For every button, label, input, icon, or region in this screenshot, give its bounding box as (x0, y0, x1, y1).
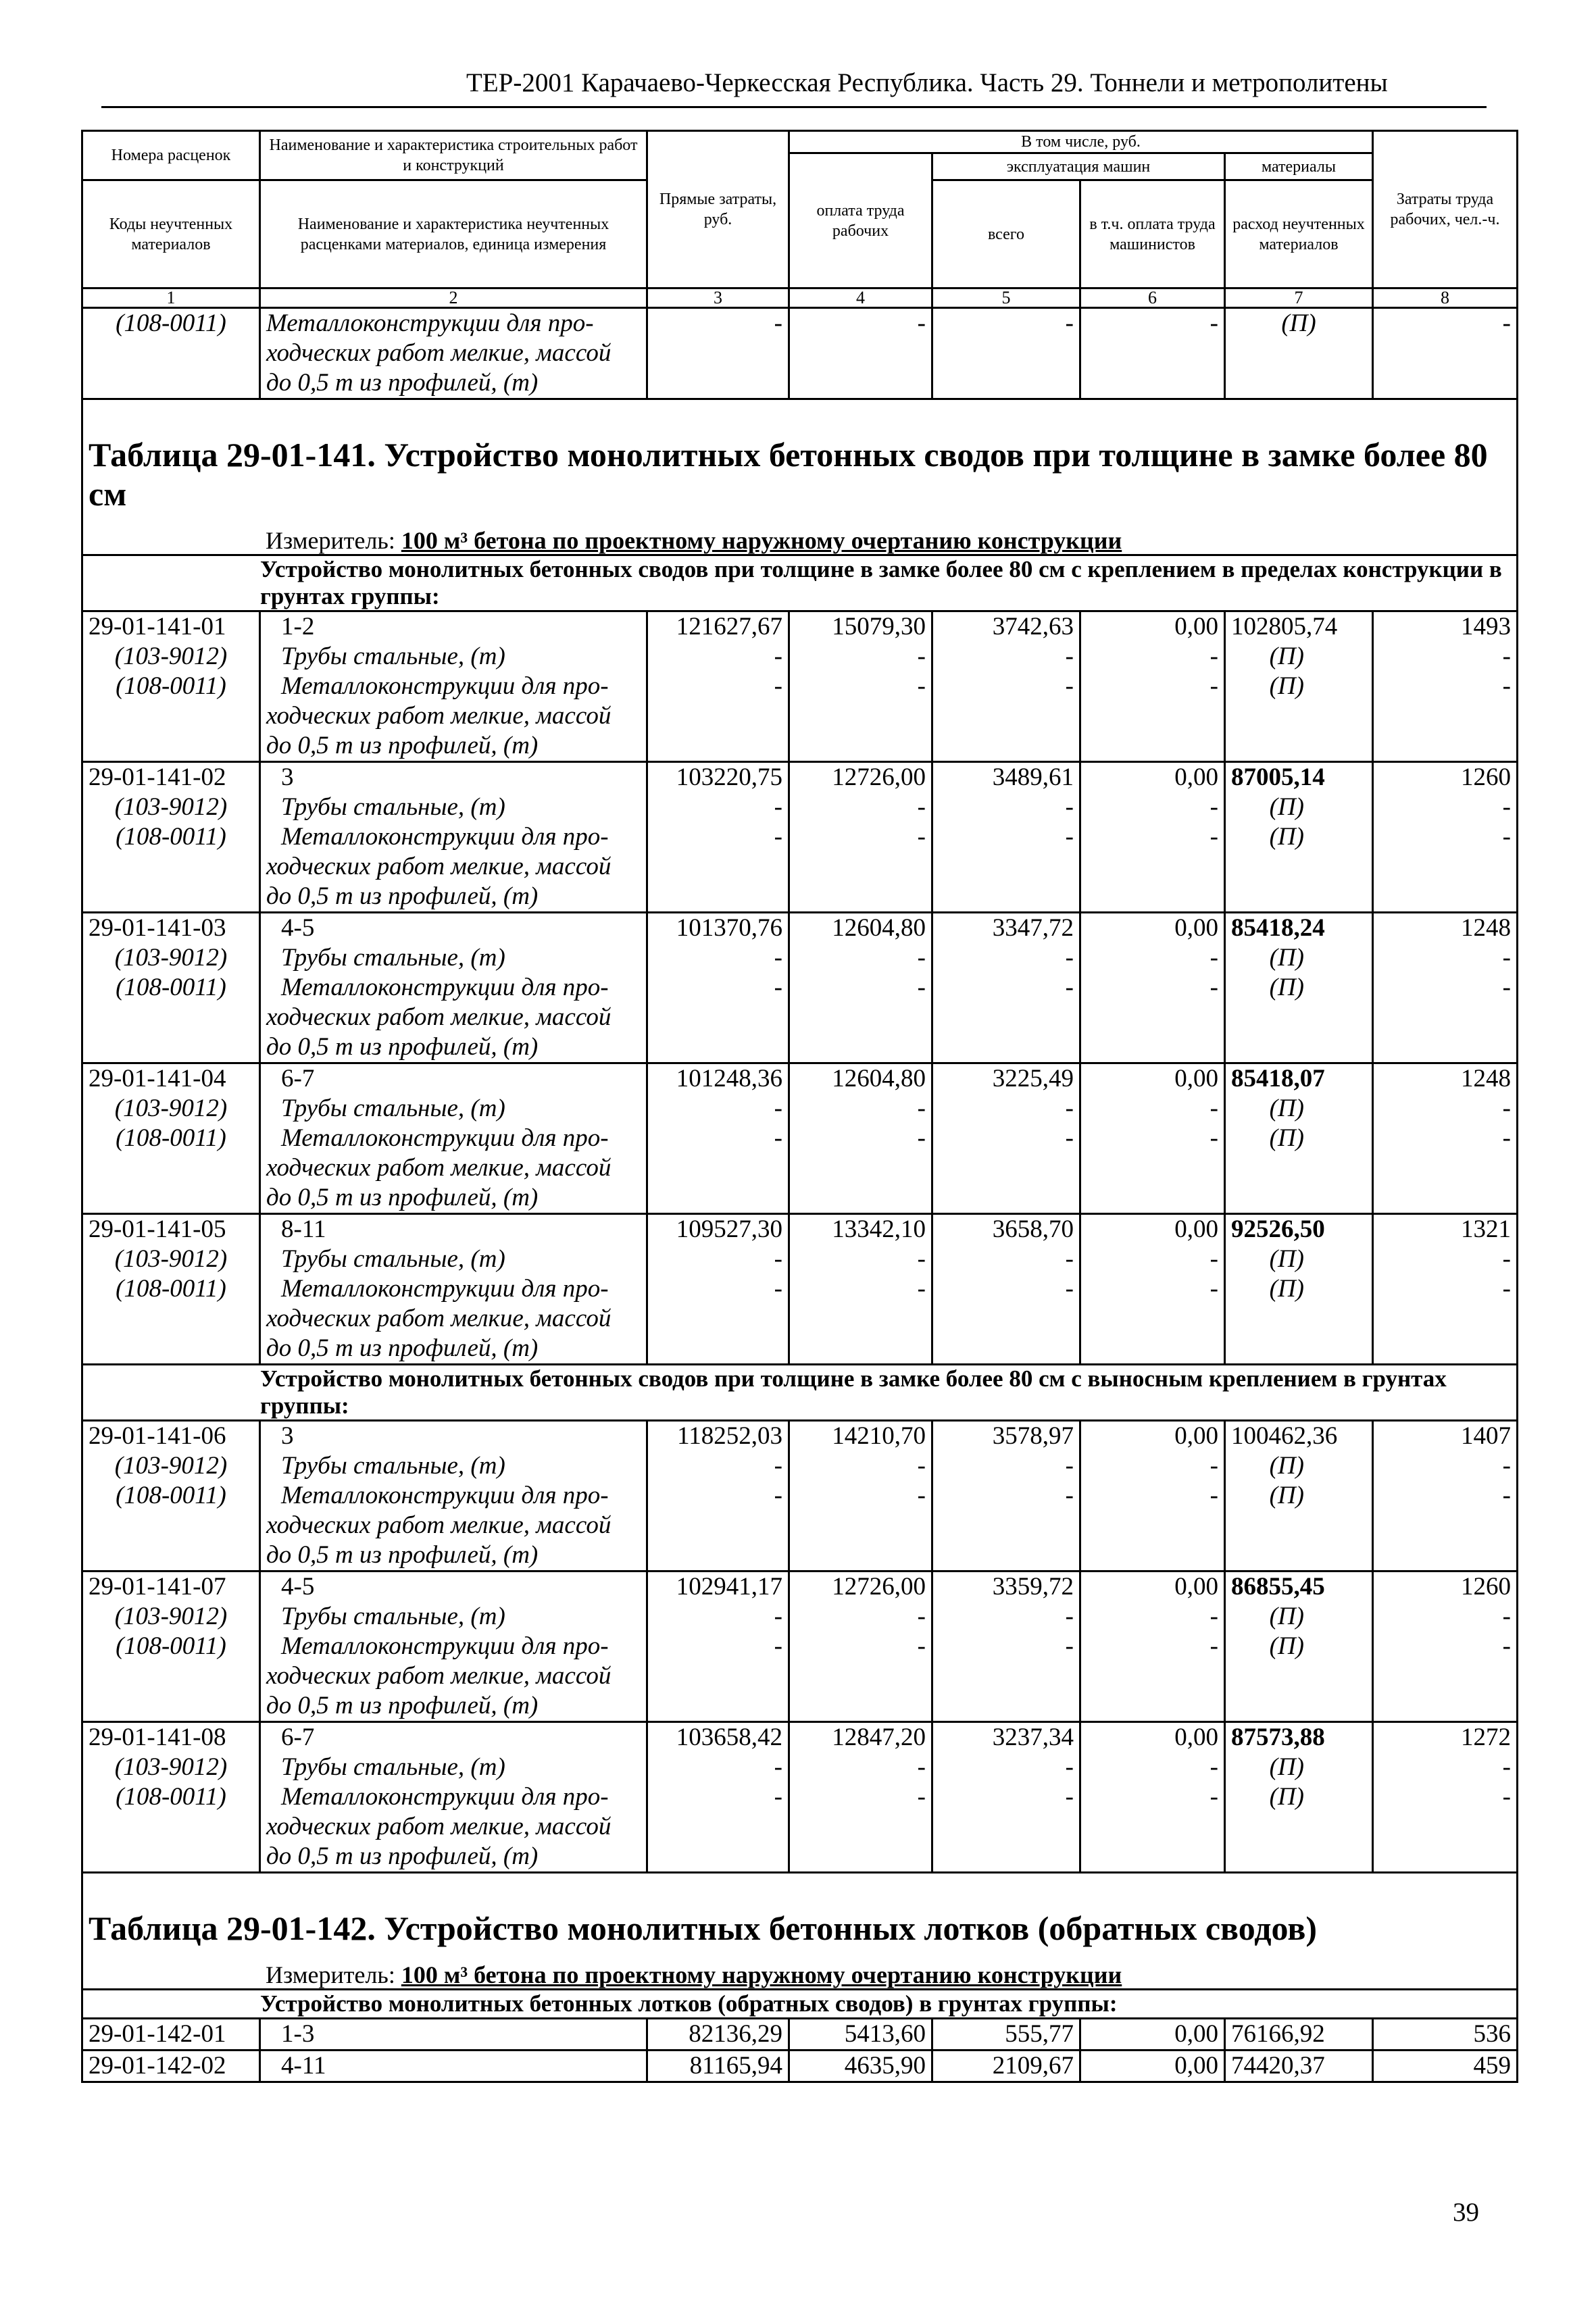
material-name: ходческих работ мелкие, массой (266, 1662, 612, 1690)
dash: - (1065, 1603, 1074, 1630)
cell-value-machines: 3347,72 (992, 914, 1074, 942)
dash: - (917, 1482, 926, 1509)
rate-code: 29-01-141-08 (89, 1724, 226, 1751)
dash: - (1210, 1783, 1218, 1811)
dash: - (917, 1452, 926, 1480)
material-name: Трубы стальные, (т) (281, 944, 505, 972)
header-labor-pay: оплата труда рабочих (789, 153, 932, 288)
price-mark: (П) (1269, 1452, 1304, 1480)
table-row (82, 611, 1518, 762)
cell-value-hours: 1407 (1461, 1422, 1511, 1450)
dash: - (774, 1275, 782, 1303)
dash: - (1502, 643, 1511, 670)
rates-table (81, 130, 1518, 2083)
cell-value-labor: 5413,60 (844, 2020, 926, 2048)
page-number: 39 (1453, 2198, 1479, 2227)
material-name: до 0,5 т из профилей, (т) (266, 369, 539, 397)
price-mark: (П) (1269, 672, 1304, 700)
dash: - (1502, 974, 1511, 1001)
table-body (82, 308, 1518, 2082)
cell-value: (П) (1281, 309, 1316, 337)
table-row (82, 308, 1518, 399)
measure-label: Измеритель: (266, 1961, 401, 1988)
header-rule (101, 106, 1487, 108)
cell-value-hours: 459 (1473, 2052, 1511, 2080)
cell-value-labor: 12604,80 (832, 1065, 926, 1092)
measure-value: 100 м³ бетона по проектному наружному очертанию конструкции (401, 527, 1122, 554)
cell-value-materials: 92526,50 (1231, 1215, 1325, 1243)
material-name: ходческих работ мелкие, массой (266, 339, 612, 367)
cell-value-operators: 0,00 (1174, 763, 1218, 791)
dash: - (1210, 974, 1218, 1001)
cell-value-labor: 14210,70 (832, 1422, 926, 1450)
column-number: 2 (260, 288, 647, 308)
material-name: Металлоконструкции для про- (281, 672, 609, 700)
rate-code: 29-01-141-04 (89, 1065, 226, 1092)
material-name: до 0,5 т из профилей, (т) (266, 1184, 539, 1211)
material-name: до 0,5 т из профилей, (т) (266, 1541, 539, 1569)
column-number: 4 (789, 288, 932, 308)
price-mark: (П) (1269, 1783, 1304, 1811)
cell-value-hours: 536 (1473, 2020, 1511, 2048)
material-code: (103-9012) (114, 1603, 228, 1630)
dash: - (1065, 1245, 1074, 1273)
dash: - (774, 1124, 782, 1152)
running-head: ТЕР-2001 Карачаево-Черкесская Республика. Часть 29. Тоннели и метрополитены (466, 68, 1388, 97)
cell-value-materials: 85418,07 (1231, 1065, 1325, 1092)
dash: - (774, 672, 782, 700)
dash: - (917, 672, 926, 700)
material-code: (108-0011) (116, 1632, 226, 1660)
soil-group: 1-3 (281, 2020, 315, 2048)
dash: - (1502, 672, 1511, 700)
cell-value-materials: 74420,37 (1231, 2052, 1325, 2080)
price-mark: (П) (1269, 1124, 1304, 1152)
material-name: ходческих работ мелкие, массой (266, 702, 612, 730)
dash: - (1502, 1632, 1511, 1660)
soil-group: 4-5 (281, 914, 315, 942)
header-direct-costs: Прямые затраты, руб. (647, 131, 789, 288)
rate-code: 29-01-142-02 (89, 2052, 226, 2080)
material-name: Металлоконструкции для про- (281, 1482, 609, 1509)
dash: - (1065, 793, 1074, 821)
cell-value: - (917, 309, 926, 337)
material-name: ходческих работ мелкие, массой (266, 1003, 612, 1031)
header-rate-numbers: Номера расценок (82, 131, 260, 180)
group-heading-row (82, 1365, 1518, 1421)
column-number: 8 (1373, 288, 1518, 308)
price-mark: (П) (1269, 974, 1304, 1001)
header-material-names: Наименование и характеристика неучтенных расценками материалов, единица измерения (260, 180, 647, 288)
table-title-row (82, 1873, 1518, 1990)
price-mark: (П) (1269, 1275, 1304, 1303)
cell-value-machines: 555,77 (1005, 2020, 1074, 2048)
material-code: (108-0011) (116, 309, 226, 337)
cell-value-materials: 76166,92 (1231, 2020, 1325, 2048)
dash: - (1065, 944, 1074, 972)
cell-value-direct: 103220,75 (676, 763, 782, 791)
header-labor-hours: Затраты труда рабочих, чел.-ч. (1373, 131, 1518, 288)
material-code: (103-9012) (114, 1753, 228, 1781)
cell-value: - (1210, 309, 1218, 337)
soil-group: 4-11 (281, 2052, 326, 2080)
price-mark: (П) (1269, 1632, 1304, 1660)
table-row (82, 1063, 1518, 1214)
dash: - (1210, 1124, 1218, 1152)
dash: - (1210, 672, 1218, 700)
table-row (82, 2051, 1518, 2082)
cell-value-direct: 101248,36 (676, 1065, 782, 1092)
dash: - (1065, 823, 1074, 851)
rate-code: 29-01-141-05 (89, 1215, 226, 1243)
dash: - (774, 1632, 782, 1660)
material-code: (108-0011) (116, 823, 226, 851)
material-name: ходческих работ мелкие, массой (266, 1511, 612, 1539)
measure-unit (89, 513, 1511, 554)
cell-value-operators: 0,00 (1174, 1215, 1218, 1243)
cell-value-operators: 0,00 (1174, 1422, 1218, 1450)
dash: - (1210, 1603, 1218, 1630)
material-code: (108-0011) (116, 1783, 226, 1811)
dash: - (774, 1753, 782, 1781)
cell-value-hours: 1248 (1461, 914, 1511, 942)
material-code: (108-0011) (116, 1275, 226, 1303)
header-operators-pay: в т.ч. оплата труда машинистов (1080, 180, 1225, 288)
cell-value-direct: 82136,29 (689, 2020, 782, 2048)
dash: - (1210, 1482, 1218, 1509)
dash: - (917, 1753, 926, 1781)
dash: - (1502, 1245, 1511, 1273)
dash: - (917, 944, 926, 972)
header-machines-total: всего (932, 180, 1080, 288)
table-header (82, 131, 1518, 308)
material-name: Трубы стальные, (т) (281, 1452, 505, 1480)
cell-value-operators: 0,00 (1174, 1573, 1218, 1601)
dash: - (917, 643, 926, 670)
material-name: Трубы стальные, (т) (281, 1603, 505, 1630)
material-name: Металлоконструкции для про- (281, 1783, 609, 1811)
dash: - (1210, 1245, 1218, 1273)
material-name: ходческих работ мелкие, массой (266, 1813, 612, 1840)
cell-value-machines: 3489,61 (992, 763, 1074, 791)
cell-value: - (1065, 309, 1074, 337)
measure-unit (89, 1948, 1511, 1988)
group-heading-row (82, 555, 1518, 611)
dash: - (917, 1632, 926, 1660)
dash: - (917, 1275, 926, 1303)
dash: - (917, 1603, 926, 1630)
dash: - (1210, 944, 1218, 972)
cell-value-direct: 81165,94 (689, 2052, 782, 2080)
dash: - (917, 974, 926, 1001)
table-row (82, 913, 1518, 1063)
cell-value-operators: 0,00 (1174, 2020, 1218, 2048)
cell-value-machines: 3359,72 (992, 1573, 1074, 1601)
dash: - (1210, 1275, 1218, 1303)
dash: - (917, 1095, 926, 1122)
dash: - (774, 944, 782, 972)
material-name: до 0,5 т из профилей, (т) (266, 1334, 539, 1362)
cell-value-operators: 0,00 (1174, 1724, 1218, 1751)
material-name: ходческих работ мелкие, массой (266, 853, 612, 880)
cell-value-labor: 13342,10 (832, 1215, 926, 1243)
dash: - (917, 1124, 926, 1152)
material-name: до 0,5 т из профилей, (т) (266, 882, 539, 910)
cell-value-direct: 121627,67 (676, 613, 782, 640)
table-row (82, 1214, 1518, 1365)
soil-group: 8-11 (281, 1215, 326, 1243)
cell-value-labor: 12847,20 (832, 1724, 926, 1751)
material-name: Металлоконструкции для про- (281, 1632, 609, 1660)
cell-value-labor: 12726,00 (832, 763, 926, 791)
cell-value-machines: 3578,97 (992, 1422, 1074, 1450)
group-heading: Устройство монолитных бетонных сводов при толщине в замке более 80 см с креплением в пределах конструкции в грунтах группы: (82, 555, 1518, 611)
material-code: (108-0011) (116, 974, 226, 1001)
dash: - (917, 1245, 926, 1273)
cell-value-materials: 100462,36 (1231, 1422, 1338, 1450)
dash: - (1210, 1095, 1218, 1122)
dash: - (774, 793, 782, 821)
dash: - (1502, 1452, 1511, 1480)
table-row (82, 1722, 1518, 1873)
cell-value-machines: 3237,34 (992, 1724, 1074, 1751)
measure-value: 100 м³ бетона по проектному наружному очертанию конструкции (401, 1961, 1122, 1988)
dash: - (774, 1095, 782, 1122)
header-material-codes: Коды неучтенных материалов (82, 180, 260, 288)
cell-value: - (774, 309, 782, 337)
material-name: до 0,5 т из профилей, (т) (266, 1692, 539, 1719)
material-name: Металлоконструкции для про- (281, 1275, 609, 1303)
material-name: Трубы стальные, (т) (281, 1753, 505, 1781)
header-work-name: Наименование и характеристика строительных работ и конструкций (260, 131, 647, 180)
material-name: Трубы стальные, (т) (281, 643, 505, 670)
table-row (82, 1571, 1518, 1722)
price-mark: (П) (1269, 1482, 1304, 1509)
column-number: 7 (1225, 288, 1373, 308)
dash: - (1210, 793, 1218, 821)
cell-value-materials: 87573,88 (1231, 1724, 1325, 1751)
rate-code: 29-01-142-01 (89, 2020, 226, 2048)
rate-code: 29-01-141-01 (89, 613, 226, 640)
cell-value-materials: 87005,14 (1231, 763, 1325, 791)
dash: - (1210, 1632, 1218, 1660)
cell-value-labor: 4635,90 (844, 2052, 926, 2080)
price-mark: (П) (1269, 1245, 1304, 1273)
dash: - (1065, 1783, 1074, 1811)
dash: - (1210, 1753, 1218, 1781)
dash: - (774, 823, 782, 851)
material-code: (103-9012) (114, 1245, 228, 1273)
material-name: до 0,5 т из профилей, (т) (266, 732, 539, 759)
price-mark: (П) (1269, 643, 1304, 670)
soil-group: 6-7 (281, 1724, 315, 1751)
header-materials: материалы (1225, 153, 1373, 180)
material-code: (103-9012) (114, 643, 228, 670)
soil-group: 3 (281, 1422, 294, 1450)
dash: - (1065, 1753, 1074, 1781)
dash: - (917, 1783, 926, 1811)
column-number: 5 (932, 288, 1080, 308)
cell-value-machines: 3658,70 (992, 1215, 1074, 1243)
dash: - (774, 1482, 782, 1509)
material-name: Трубы стальные, (т) (281, 1095, 505, 1122)
dash: - (1065, 1275, 1074, 1303)
dash: - (1502, 793, 1511, 821)
cell-value-machines: 2109,67 (992, 2052, 1074, 2080)
cell-value-operators: 0,00 (1174, 1065, 1218, 1092)
cell-value-labor: 12726,00 (832, 1573, 926, 1601)
price-mark: (П) (1269, 1603, 1304, 1630)
group-heading-row (82, 1990, 1518, 2019)
cell-value-direct: 118252,03 (677, 1422, 782, 1450)
rate-code: 29-01-141-06 (89, 1422, 226, 1450)
material-code: (103-9012) (114, 1452, 228, 1480)
price-mark: (П) (1269, 823, 1304, 851)
soil-group: 6-7 (281, 1065, 315, 1092)
cell-value-materials: 102805,74 (1231, 613, 1338, 640)
rate-code: 29-01-141-03 (89, 914, 226, 942)
dash: - (1210, 643, 1218, 670)
material-name: ходческих работ мелкие, массой (266, 1154, 612, 1182)
cell-value-direct: 101370,76 (676, 914, 782, 942)
dash: - (774, 974, 782, 1001)
header-unaccounted-materials: расход неучтенных материалов (1225, 180, 1373, 288)
dash: - (1502, 1753, 1511, 1781)
material-name: Металлоконструкции для про- (281, 1124, 609, 1152)
cell-value-materials: 85418,24 (1231, 914, 1325, 942)
dash: - (1065, 1632, 1074, 1660)
cell-value-operators: 0,00 (1174, 2052, 1218, 2080)
material-code: (103-9012) (114, 1095, 228, 1122)
dash: - (774, 643, 782, 670)
cell-value-hours: 1260 (1461, 1573, 1511, 1601)
group-heading: Устройство монолитных бетонных лотков (обратных сводов) в грунтах группы: (82, 1990, 1518, 2019)
material-code: (108-0011) (116, 1124, 226, 1152)
header-machines: эксплуатация машин (932, 153, 1225, 180)
table-title: Таблица 29-01-142. Устройство монолитных бетонных лотков (обратных сводов) (89, 1909, 1317, 1947)
price-mark: (П) (1269, 1095, 1304, 1122)
dash: - (1065, 1095, 1074, 1122)
cell-value-direct: 109527,30 (676, 1215, 782, 1243)
price-mark: (П) (1269, 944, 1304, 972)
dash: - (1210, 1452, 1218, 1480)
cell-value-hours: 1260 (1461, 763, 1511, 791)
dash: - (1065, 672, 1074, 700)
dash: - (774, 1245, 782, 1273)
column-number: 3 (647, 288, 789, 308)
soil-group: 3 (281, 763, 294, 791)
cell-value-hours: 1248 (1461, 1065, 1511, 1092)
soil-group: 4-5 (281, 1573, 315, 1601)
material-name: до 0,5 т из профилей, (т) (266, 1033, 539, 1061)
group-heading: Устройство монолитных бетонных сводов при толщине в замке более 80 см с выносным креплением в грунтах группы: (82, 1365, 1518, 1421)
cell-value: - (1502, 309, 1511, 337)
table-title-row (82, 399, 1518, 555)
dash: - (1502, 1095, 1511, 1122)
column-numbers-row (82, 288, 1518, 308)
cell-value-hours: 1321 (1461, 1215, 1511, 1243)
dash: - (774, 1452, 782, 1480)
material-code: (108-0011) (116, 1482, 226, 1509)
material-code: (103-9012) (114, 944, 228, 972)
cell-value-hours: 1493 (1461, 613, 1511, 640)
material-name: до 0,5 т из профилей, (т) (266, 1842, 539, 1870)
header-including: В том числе, руб. (789, 131, 1373, 153)
cell-value-operators: 0,00 (1174, 613, 1218, 640)
cell-value-labor: 12604,80 (832, 914, 926, 942)
column-number: 1 (82, 288, 260, 308)
table-row (82, 762, 1518, 913)
table-title: Таблица 29-01-141. Устройство монолитных бетонных сводов при толщине в замке более 80 см (89, 436, 1488, 513)
dash: - (1502, 1482, 1511, 1509)
price-mark: (П) (1269, 1753, 1304, 1781)
material-name: Трубы стальные, (т) (281, 793, 505, 821)
table-row (82, 2019, 1518, 2051)
dash: - (1502, 1783, 1511, 1811)
rate-code: 29-01-141-07 (89, 1573, 226, 1601)
column-number: 6 (1080, 288, 1225, 308)
table-row (82, 1421, 1518, 1571)
dash: - (1502, 1275, 1511, 1303)
dash: - (1502, 944, 1511, 972)
rate-code: 29-01-141-02 (89, 763, 226, 791)
dash: - (1502, 1603, 1511, 1630)
dash: - (1065, 974, 1074, 1001)
dash: - (1065, 1482, 1074, 1509)
cell-value-hours: 1272 (1461, 1724, 1511, 1751)
dash: - (1210, 823, 1218, 851)
cell-value-labor: 15079,30 (832, 613, 926, 640)
cell-value-machines: 3742,63 (992, 613, 1074, 640)
material-code: (103-9012) (114, 793, 228, 821)
dash: - (1065, 1124, 1074, 1152)
dash: - (1502, 823, 1511, 851)
cell-value-materials: 86855,45 (1231, 1573, 1325, 1601)
dash: - (774, 1603, 782, 1630)
material-name: Металлоконструкции для про- (281, 974, 609, 1001)
material-name: Металлоконструкции для про- (281, 823, 609, 851)
dash: - (1065, 1452, 1074, 1480)
price-mark: (П) (1269, 793, 1304, 821)
cell-value-machines: 3225,49 (992, 1065, 1074, 1092)
cell-value-operators: 0,00 (1174, 914, 1218, 942)
dash: - (917, 793, 926, 821)
soil-group: 1-2 (281, 613, 315, 640)
cell-value-direct: 103658,42 (676, 1724, 782, 1751)
material-name: Трубы стальные, (т) (281, 1245, 505, 1273)
material-name: Металлоконструкции для про- (266, 309, 594, 337)
material-name: ходческих работ мелкие, массой (266, 1305, 612, 1332)
cell-value-direct: 102941,17 (676, 1573, 782, 1601)
dash: - (917, 823, 926, 851)
dash: - (774, 1783, 782, 1811)
measure-label: Измеритель: (266, 527, 401, 554)
material-code: (108-0011) (116, 672, 226, 700)
dash: - (1065, 643, 1074, 670)
dash: - (1502, 1124, 1511, 1152)
